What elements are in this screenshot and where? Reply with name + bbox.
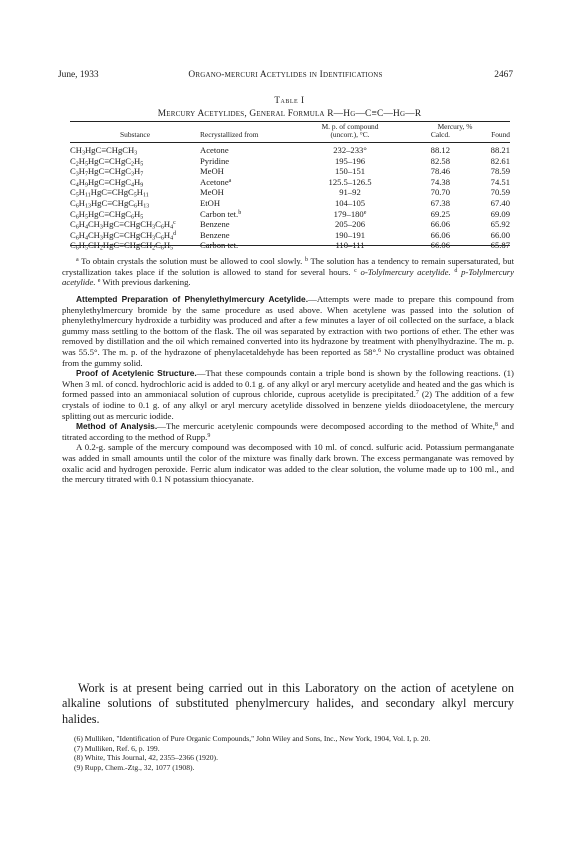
section-heading: Proof of Acetylenic Structure.	[76, 368, 197, 379]
substance-formula: $C_4H_9HgC\equiv CHgC_4H_9$	[70, 176, 144, 189]
col-recryst-heading: Recrystallized from	[200, 130, 259, 139]
substance-formula: $C_6H_5HgC\equiv CHgC_6H_5$	[70, 208, 144, 221]
substance-formula: $C_5H_{11}HgC\equiv CHgC_5H_{11}$	[70, 187, 149, 199]
reference-item: (6) Mulliken, "Identification of Pure Organic Compounds," John Wiley and Sons, Inc., New York, 1904, Vol. I, p. 20.	[74, 734, 431, 743]
paragraph-method-analysis: Method of Analysis.—The mercuric acetylenic compounds were decomposed according to the method of White,$^8$ and titrated according to the method of Rupp.$^9$	[62, 421, 515, 442]
mercury-acetylides-table	[70, 123, 510, 251]
footnote-marker-e: e	[363, 209, 367, 216]
table-row: $C_6H_5HgC\equiv CHgC_6H_5$ Carbon tet.$^b$ 179–180e 69.25 69.09	[70, 208, 510, 221]
substance-formula: $CH_3HgC\equiv CHgCH_3$	[70, 145, 138, 157]
page-number: 2467	[494, 70, 513, 80]
substance-formula: $C_2H_5HgC\equiv CHgC_2H_5$	[70, 155, 144, 168]
substance-formula: $C_3H_7HgC\equiv CHgC_3H_7$	[70, 166, 144, 178]
closing-paragraph: Work is at present being carried out in this Laboratory on the action of acetylene on alkaline solutions of substituted phenylmercury halides, and secondary alkyl mercury halides.	[62, 681, 514, 726]
table-row: $C_6H_{13}HgC\equiv CHgC_6H_{13}$ EtOH 104–105 67.38 67.40	[70, 197, 510, 210]
reference-item: (8) White, This Journal, 42, 2355–2366 (1920).	[74, 753, 218, 763]
table-footnotes: $^a$ To obtain crystals the solution must be allowed to cool slowly. $^b$ The solution has a tendency to remain supersaturated, but crystallization takes place if the solution is allowed to stand for several hours. $^c$ o-Tolylmercury acetylide. $^d$ p-Tolylmercury acetylide. $^e$ With previous darkening.	[62, 256, 515, 288]
substance-formula: $C_6H_{13}HgC\equiv CHgC_6H_{13}$	[70, 197, 150, 210]
running-title: Organo-mercuri Acetylides in Identifications	[188, 70, 383, 80]
col-mp-heading: M. p. of compound	[321, 122, 379, 131]
table-caption: Mercury Acetylides, General Formula R—Hg—C≡C—Hg—R	[157, 109, 422, 119]
table-row: $C_6H_4CH_3HgC\equiv CHgCH_3C_6H_4^c$ Benzene 205–206 66.06 65.92	[70, 219, 510, 231]
table-row: $C_6H_5CH_2HgC\equiv CHgCH_2C_6H_5$ Carbon tet. 110–111 66.06 65.87	[70, 240, 510, 252]
col-substance-heading: Substance	[120, 130, 150, 139]
footnote-marker-a: a	[228, 177, 232, 184]
col-found-heading: Found	[491, 130, 510, 139]
table-bottom-rule	[70, 245, 510, 246]
reference-item: (7) Mulliken, Ref. 6, p. 199.	[74, 743, 160, 753]
section-heading: Method of Analysis.	[76, 421, 158, 432]
col-calcd-heading: Calcd.	[430, 130, 450, 139]
experimental-section	[62, 294, 514, 485]
table-row: $CH_3HgC\equiv CHgCH_3$ Acetone 232–233° 88.12 88.21	[70, 145, 510, 157]
substance-formula: $C_6H_5CH_2HgC\equiv CHgCH_2C_6H_5$	[70, 240, 174, 252]
table-row: $C_2H_5HgC\equiv CHgC_2H_5$ Pyridine 195–196 82.58 82.61	[70, 155, 510, 168]
footnote-marker-b: b	[238, 209, 242, 216]
table-row: $C_6H_4CH_3HgC\equiv CHgCH_3C_6H_4^d$ Benzene 190–191 66.06 66.00	[70, 229, 510, 242]
table-header-row-2	[70, 131, 510, 139]
col-mp-units: (uncorr.), °C.	[330, 130, 370, 139]
col-mercury-heading: Mercury, %	[437, 122, 473, 131]
issue-date: June, 1933	[58, 70, 99, 80]
paragraph-sample-procedure: A 0.2-g. sample of the mercury compound was decomposed with 10 ml. of concd. sulfuric acid. Potassium permanganate was added in small amounts until the color of the mixture was finally dark brown. The excess permanganate was removed by oxalic acid and hydrogen peroxide. Ferric alum indicator was added to the clear solution, the volume made up to 100 ml., and the mercury titrated with 0.1 N potassium thiocyanate.	[62, 442, 514, 485]
substance-formula: $C_6H_4CH_3HgC\equiv CHgCH_3C_6H_4^d$	[70, 229, 177, 242]
paragraph-proof-structure: Proof of Acetylenic Structure.—That these compounds contain a triple bond is shown by the following reactions. (1) When 3 ml. of concd. hydrochloric acid is added to 0.1 g. of any alkyl or aryl mercury acetylide and heated and the gas which is formed passed into an ammoniacal solution of cuprous chloride, cuprous acetylide is precipitated.$^7$ (2) The addition of a few crystals of iodine to 0.1 g. of any alkyl or aryl mercury acetylide dissolved in benzene yields diiodoacetylene, the mercury splitting out as mercuric iodide.	[62, 368, 514, 421]
running-head	[58, 70, 513, 82]
substance-formula: $C_6H_4CH_3HgC\equiv CHgCH_3C_6H_4^c$	[70, 219, 176, 231]
paragraph-attempted-preparation: Attempted Preparation of Phenylethylmercury Acetylide.—Attempts were made to prepare this compound from phenylethylmercury bromide by the same procedure as used above. When acetylene was passed into the solution of phenylethylmercury hydroxide a turbidity was produced and after a few minutes a layer of oil collected on the surface, a black gummy mass settling to the bottom of the flask. The oil was separated by extraction with two portions of ether. The ether was removed by distillation and the oil which remained converted into its hydrazone by treatment with phenylhydrazine. The m. p. was 55.5°. The m. p. of the hydrazone of phenylacetaldehyde has been reported as 58°.$^6$ No crystalline product was obtained from the gummy solid.	[62, 294, 514, 368]
table-row: $C_5H_{11}HgC\equiv CHgC_5H_{11}$ MeOH 91–92 70.70 70.59	[70, 187, 510, 199]
section-heading: Attempted Preparation of Phenylethylmercury Acetylide.	[76, 294, 309, 304]
table-row: $C_4H_9HgC\equiv CHgC_4H_9$ Acetone$^a$ 125.5–126.5 74.38 74.51	[70, 176, 510, 189]
table-row: $C_3H_7HgC\equiv CHgC_3H_7$ MeOH 150–151 78.46 78.59	[70, 166, 510, 178]
reference-list	[62, 734, 514, 772]
table-label: Table I	[274, 95, 305, 105]
reference-item: (9) Rupp, Chem.-Ztg., 32, 1077 (1908).	[74, 762, 195, 772]
